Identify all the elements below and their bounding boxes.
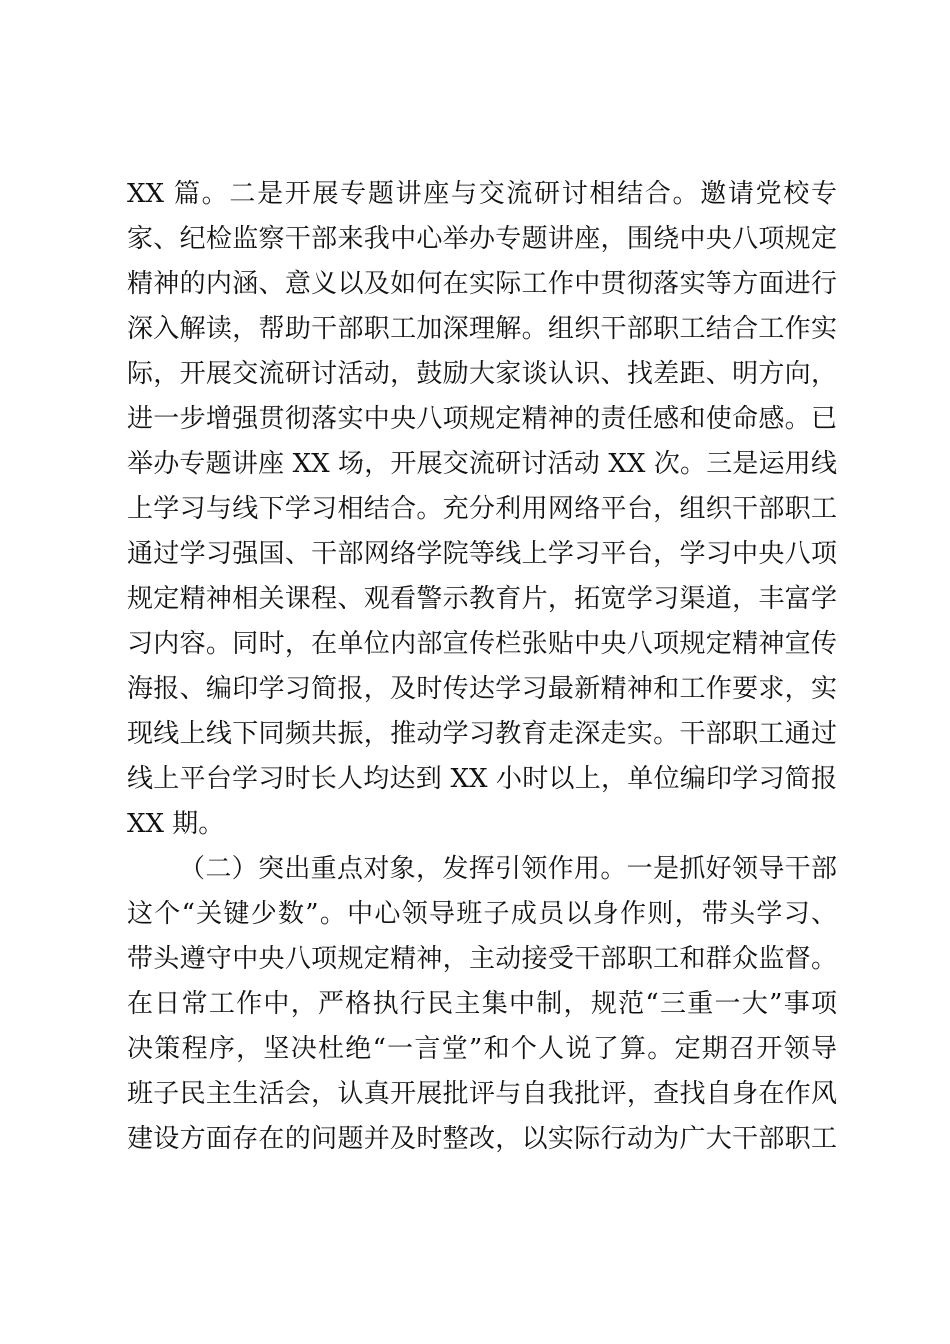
text-line: 举办专题讲座 XX 场，开展交流研讨活动 XX 次。三是运用线 [127,449,837,479]
text-line: 精神的内涵、意义以及如何在实际工作中贯彻落实等方面进行 [127,269,837,299]
text-line: 带头遵守中央八项规定精神，主动接受干部职工和群众监督。 [127,944,837,974]
text-line: 决策程序，坚决杜绝“一言堂”和个人说了算。定期召开领导 [127,1034,837,1064]
text-line: 际，开展交流研讨活动，鼓励大家谈认识、找差距、明方向， [127,359,837,389]
text-line: 线上平台学习时长人均达到 XX 小时以上，单位编印学习简报 [127,764,837,794]
text-line: 建设方面存在的问题并及时整改，以实际行动为广大干部职工 [127,1124,837,1154]
text-line: XX 篇。二是开展专题讲座与交流研讨相结合。邀请党校专 [127,179,837,209]
section-heading-line: （二）突出重点对象，发挥引领作用。一是抓好领导干部 [179,854,837,884]
text-line: 上学习与线下学习相结合。充分利用网络平台，组织干部职工 [127,494,837,524]
text-line: 家、纪检监察干部来我中心举办专题讲座，围绕中央八项规定 [127,224,837,254]
text-line: 进一步增强贯彻落实中央八项规定精神的责任感和使命感。已 [127,404,837,434]
text-line: 深入解读，帮助干部职工加深理解。组织干部职工结合工作实 [127,314,837,344]
text-line: 班子民主生活会，认真开展批评与自我批评，查找自身在作风 [127,1079,837,1109]
text-line: 在日常工作中，严格执行民主集中制，规范“三重一大”事项 [127,989,837,1019]
text-line: 这个“关键少数”。中心领导班子成员以身作则，带头学习、 [127,899,837,929]
text-line: XX 期。 [127,809,225,839]
text-line: 海报、编印学习简报，及时传达学习最新精神和工作要求，实 [127,674,837,704]
text-line: 现线上线下同频共振，推动学习教育走深走实。干部职工通过 [127,719,837,749]
text-line: 习内容。同时，在单位内部宣传栏张贴中央八项规定精神宣传 [127,629,837,659]
text-line: 规定精神相关课程、观看警示教育片，拓宽学习渠道，丰富学 [127,584,837,614]
text-line: 通过学习强国、干部网络学院等线上学习平台，学习中央八项 [127,539,837,569]
